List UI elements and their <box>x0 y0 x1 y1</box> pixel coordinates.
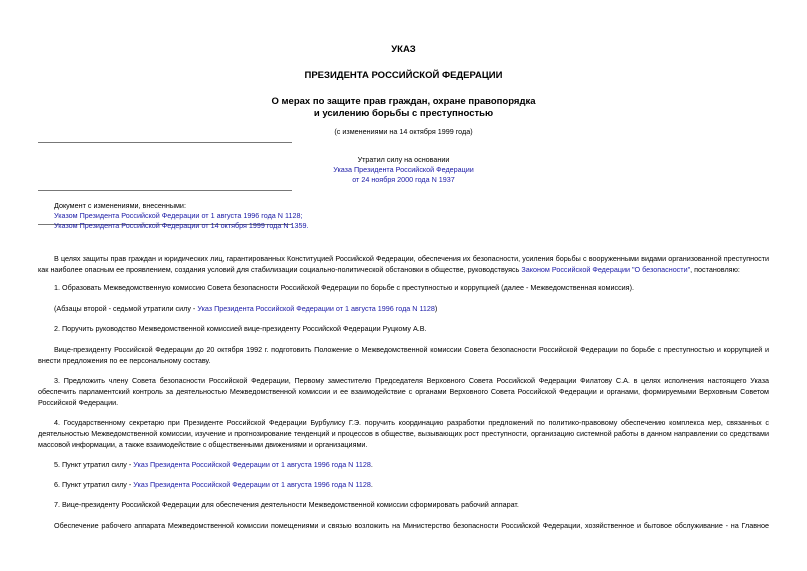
intro-paragraph-line1: В целях защиты прав граждан и юридических лиц, гарантированных Конституцией Российской Федерации, обеспечения их безопасности, усиления борьбы с вооруженными видами организованной преступности <box>54 254 769 263</box>
item-6-text: 6. Пункт утратил силу - <box>54 480 134 489</box>
item-1-note-text: (Абзацы второй - седьмой утратили силу - <box>54 304 198 313</box>
item-6-link[interactable]: Указ Президента Российской Федерации от 1 августа 1996 года N 1128 <box>133 480 371 489</box>
item-5-link[interactable]: Указ Президента Российской Федерации от 1 августа 1996 года N 1128 <box>133 460 371 469</box>
item-6-end: . <box>370 480 373 489</box>
item-3-line2: обеспечить парламентский контроль за деятельностью Межведомственной комиссии и ее взаимодействие с органами Верховного Совета Российской Федерации и органами, формируемыми Верховным Советом <box>38 387 769 396</box>
item-5-text: 5. Пункт утратил силу - <box>54 460 134 469</box>
doc-heading-line1: О мерах по защите прав граждан, охране правопорядка <box>271 96 536 107</box>
law-on-security-link[interactable]: Законом Российской Федерации "О безопасности" <box>521 265 691 274</box>
item-4-line2: деятельностью Межведомственной комиссии, изучение и прогнозирование тенденций и процессов в обществе, вызывающих рост преступности, организацию системной работы в данном направлении со средствами <box>38 429 769 438</box>
amendment-note: (с изменениями на 14 октября 1999 года) <box>334 127 473 136</box>
item-5-end: . <box>370 460 373 469</box>
intro-paragraph-line2 <box>38 264 769 275</box>
item-2: 2. Поручить руководство Межведомственной комиссией вице-президенту Российской Федерации Руцкому А.В. <box>54 324 427 333</box>
item-6 <box>38 479 769 490</box>
item-7: 7. Вице-президенту Российской Федерации для обеспечения деятельности Межведомственной комиссии сформировать рабочий аппарат. <box>54 500 519 509</box>
item-4-line1: 4. Государственному секретарю при Президенте Российской Федерации Бурбулису Г.Э. поручить координацию разработки предложений по политико-правовому обеспечению комплекса мер, связанных с <box>54 418 769 427</box>
item-4-line3: массовой информации, а также взаимодействие с общественными движениями и организациями. <box>38 440 368 449</box>
repeal-note: Утратил силу на основании <box>357 155 450 164</box>
item-5 <box>38 459 769 470</box>
item-3-line3: Российской Федерации. <box>38 398 119 407</box>
item-8-line1: Обеспечение рабочего аппарата Межведомственной комиссии помещениями и связью возложить на Министерство безопасности Российской Федерации, хозяйственное и бытовое обслуживание - на Главное <box>54 521 769 530</box>
doc-heading-line2: и усилению борьбы с преступностью <box>313 108 494 119</box>
item-1-note <box>38 303 769 314</box>
changes-label: Документ с изменениями, внесенными: <box>54 201 186 210</box>
changes-link-2[interactable]: Указом Президента Российской Федерации от 14 октября 1999 года N 1359. <box>54 221 309 230</box>
repeal-link-2[interactable]: от 24 ноября 2000 года N 1937 <box>352 175 455 184</box>
item-3-line1: 3. Предложить члену Совета безопасности Российской Федерации, Первому заместителю Председателя Верховного Совета Российской Федерации Филатову С.А. в целях исполнения настоящего Указа <box>54 376 769 385</box>
item-1-note-end: ) <box>434 304 438 313</box>
changes-link-1[interactable]: Указом Президента Российской Федерации от 1 августа 1996 года N 1128; <box>54 211 303 220</box>
intro-text-end: , постановляю: <box>690 265 740 274</box>
item-1-note-link[interactable]: Указ Президента Российской Федерации от 1 августа 1996 года N 1128 <box>197 304 435 313</box>
item-2b-line1: Вице-президенту Российской Федерации до 20 октября 1992 г. подготовить Положение о Межведомственной комиссии Совета безопасности Российской Федерации по борьбе с преступностью и коррупцией и <box>54 345 769 354</box>
issuer-title: ПРЕЗИДЕНТА РОССИЙСКОЙ ФЕДЕРАЦИИ <box>304 70 503 81</box>
item-2b-line2: внести предложения по ее персональному составу. <box>38 356 211 365</box>
repeal-link-1[interactable]: Указа Президента Российской Федерации <box>333 165 474 174</box>
doc-type-title: УКАЗ <box>391 44 416 55</box>
divider-line <box>38 142 292 143</box>
item-1: 1. Образовать Межведомственную комиссию Совета безопасности Российской Федерации по борьбе с преступностью и коррупцией (далее - Межведомственная комиссия). <box>54 283 634 292</box>
intro-text: как наиболее опасным ее проявлением, создания условий для стабилизации социально-политической обстановки в обществе, руководствуясь <box>38 265 522 274</box>
